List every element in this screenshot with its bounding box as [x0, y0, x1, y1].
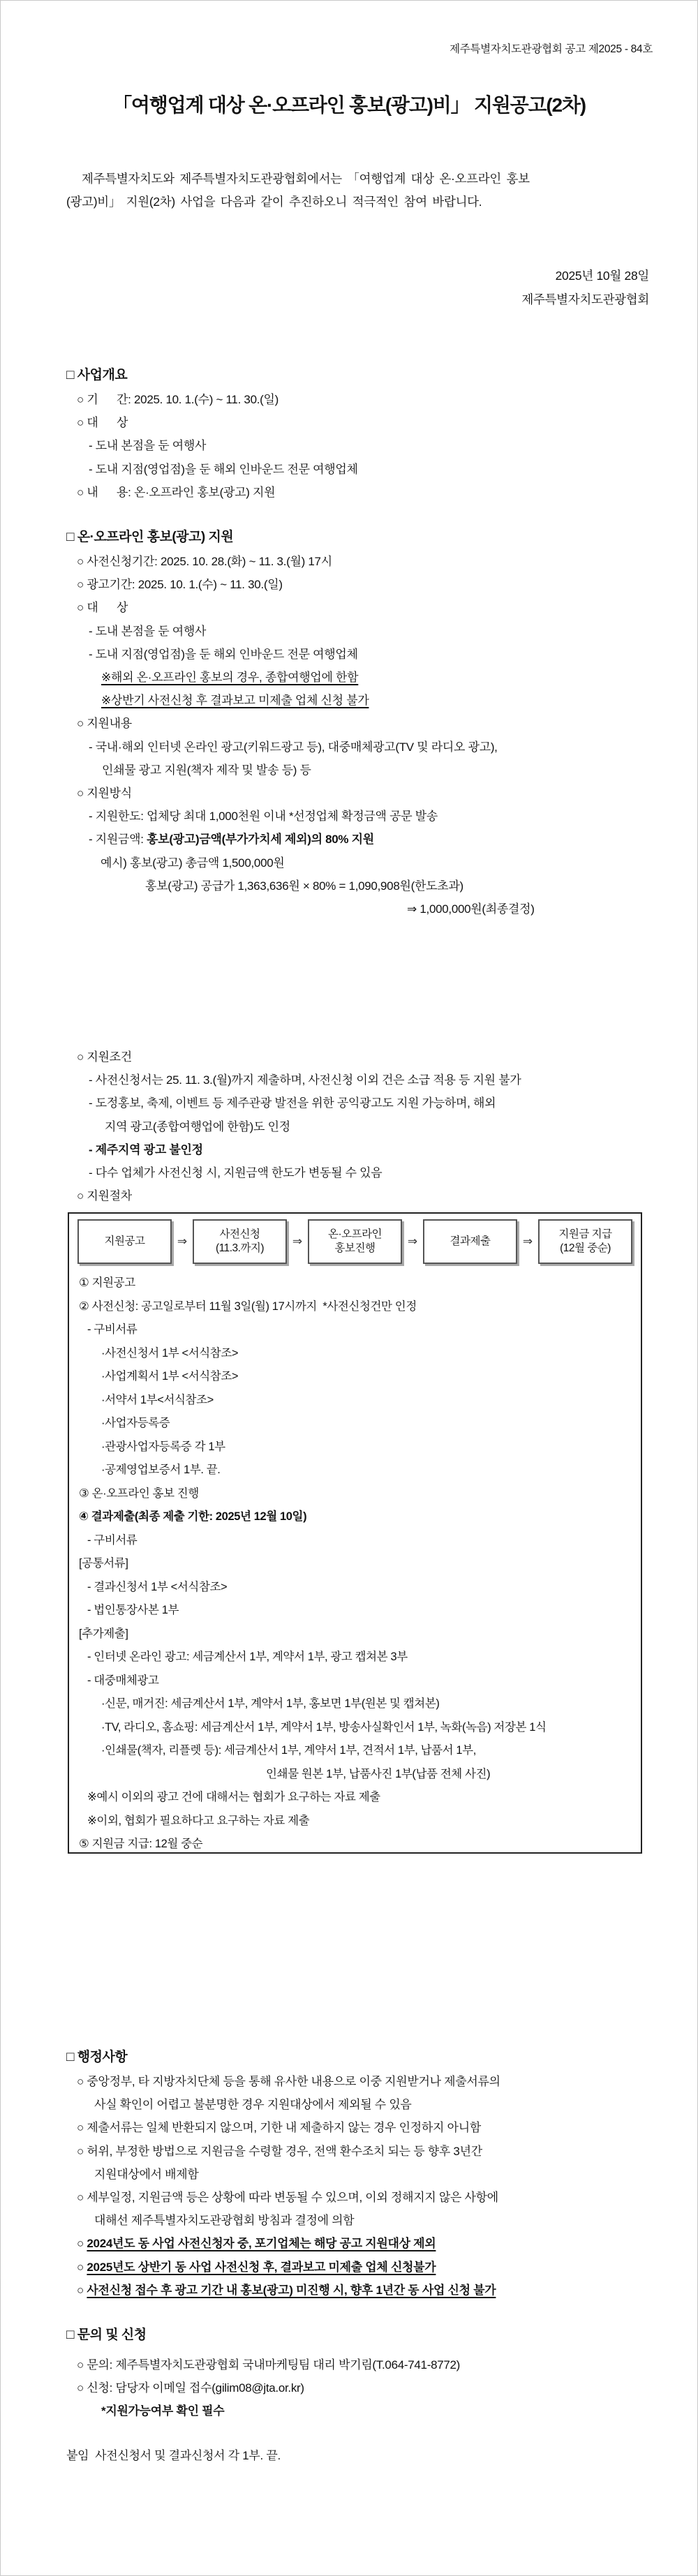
flow-arrow-icon: ⇒ [177, 1235, 188, 1248]
doc-line: ○ 광고기간: 2025. 10. 1.(수) ~ 11. 30.(일) [77, 578, 283, 592]
doc-line: ④ 결과제출(최종 제출 기한: 2025년 12월 10일) [79, 1510, 307, 1523]
doc-line: 제주특별자치도와 제주특별자치도관광협회에서는 「여행업계 대상 온·오프라인 홍보 [82, 172, 530, 186]
section-admin-lines [66, 2070, 663, 2302]
flow-step-label: 온·오프라인 [327, 1228, 383, 1240]
doc-line: 지역 광고(종합여행업에 한함)도 인정 [105, 1119, 290, 1133]
doc-line: ① 지원공고 [79, 1276, 135, 1289]
flow-step-promotion [308, 1219, 402, 1264]
section-overview [66, 363, 663, 504]
section-overview-heading: □ 사업개요 [66, 368, 128, 382]
doc-line: ○ 사전신청기간: 2025. 10. 28.(화) ~ 11. 3.(월) 17시 [77, 555, 332, 568]
doc-line: - 사전신청서는 25. 11. 3.(월)까지 제출하며, 사전신청 이외 건은 소급 적용 등 지원 불가 [89, 1073, 521, 1087]
doc-line: ○ 지원절차 [77, 1189, 132, 1203]
flow-step-announcement [77, 1219, 172, 1264]
doc-line: ※상반기 사전신청 후 결과보고 미제출 업체 신청 불가 [101, 694, 369, 708]
notice-date: 2025년 10월 28일 [555, 269, 649, 283]
procedure-detail-lines [69, 1272, 641, 1856]
doc-line: (광고)비」 지원(2차) 사업을 다음과 같이 추진하오니 적극적인 참여 바랍니다. [66, 195, 482, 209]
doc-line: ·관광사업자등록증 각 1부 [101, 1440, 225, 1453]
section-conditions-lines [66, 1045, 663, 1207]
doc-line: ※해외 온·오프라인 홍보의 경우, 종합여행업에 한함 [101, 671, 359, 685]
doc-line: - 국내·해외 인터넷 온라인 광고(키워드광고 등), 대중매체광고(TV 및 라디오 광고), [89, 740, 498, 754]
date-block [521, 264, 649, 311]
doc-line: 인쇄물 원본 1부, 납품사진 1부(납품 전체 사진) [266, 1767, 491, 1780]
section-support-heading: □ 온·오프라인 홍보(광고) 지원 [66, 530, 234, 544]
section-contact-heading: □ 문의 및 신청 [66, 2328, 147, 2342]
notice-org: 제주특별자치도관광협회 [521, 292, 649, 306]
section-contact-lines [66, 2353, 663, 2423]
doc-line: ·사전신청서 1부 <서식참조> [101, 1346, 239, 1360]
doc-line: - 결과신청서 1부 <서식참조> [87, 1580, 228, 1593]
doc-line: ○ 지원조건 [77, 1050, 132, 1064]
doc-line: ·인쇄물(책자, 리플렛 등): 세금계산서 1부, 계약서 1부, 견적서 1부, 납품서 1부, [101, 1744, 476, 1757]
doc-line: ○ 기 간: 2025. 10. 1.(수) ~ 11. 30.(일) [77, 393, 279, 406]
doc-line: 홍보(광고) 공급가 1,363,636원 × 80% = 1,090,908원(한도초과) [145, 879, 463, 893]
doc-line: ○ 세부일정, 지원금액 등은 상황에 따라 변동될 수 있으며, 이외 정해지지 않은 사항에 [77, 2191, 498, 2205]
page-title: 「여행업계 대상 온·오프라인 홍보(광고)비」 지원공고(2차) [112, 94, 586, 116]
section-support [66, 525, 663, 921]
doc-line: - 다수 업체가 사전신청 시, 지원금액 한도가 변동될 수 있음 [89, 1166, 383, 1180]
doc-line: 인쇄물 광고 지원(책자 제작 및 발송 등) 등 [102, 763, 311, 777]
doc-line: - 인터넷 온라인 광고: 세금계산서 1부, 계약서 1부, 광고 캡쳐본 3부 [87, 1651, 408, 1663]
section-support-lines [66, 550, 663, 921]
attachment-line: 붙임 사전신청서 및 결과신청서 각 1부. 끝. [66, 2449, 281, 2462]
flow-step-label: 사전신청 [219, 1228, 260, 1240]
section-admin-heading: □ 행정사항 [66, 2050, 128, 2064]
doc-line: ② 사전신청: 공고일로부터 11월 3일(월) 17시까지 *사전신청건만 인정 [79, 1300, 417, 1313]
doc-line: ·사업자등록증 [101, 1417, 170, 1429]
flow-step-label: 지원공고 [104, 1235, 145, 1247]
doc-line: - 대중매체광고 [87, 1674, 159, 1687]
procedure-box [68, 1212, 642, 1854]
doc-line: *지원가능여부 확인 필수 [101, 2404, 225, 2418]
doc-line: ○ 대 상 [77, 601, 128, 615]
doc-line: ○ 2025년도 상반기 동 사업 사전신청 후, 결과보고 미제출 업체 신청불가 [77, 2260, 436, 2274]
doc-line: ○ 대 상 [77, 416, 128, 430]
doc-line: 지원대상에서 배제함 [94, 2167, 199, 2181]
doc-line: ·사업계획서 1부 <서식참조> [101, 1370, 239, 1383]
doc-line: ·공제영업보증서 1부. 끝. [101, 1464, 221, 1476]
doc-line: ○ 2024년도 동 사업 사전신청자 중, 포기업체는 해당 공고 지원대상 제외 [77, 2237, 436, 2251]
flow-step-label: 지원금 지급 [558, 1228, 612, 1240]
flow-arrow-icon: ⇒ [522, 1235, 533, 1248]
doc-line: ⑤ 지원금 지급: 12월 중순 [79, 1838, 203, 1850]
doc-line: - 법인통장사본 1부 [87, 1604, 179, 1616]
doc-line: ○ 지원방식 [77, 787, 132, 801]
doc-line: - 도내 본점을 둔 여행사 [89, 624, 207, 638]
doc-line: [공통서류] [79, 1557, 128, 1570]
doc-line: ·서약서 1부<서식참조> [101, 1393, 214, 1406]
doc-line: - 구비서류 [87, 1533, 138, 1547]
notice-number: 제주특별자치도관광협회 공고 제2025 - 84호 [450, 43, 653, 55]
flow-arrow-icon: ⇒ [407, 1235, 418, 1248]
flow-arrow-icon: ⇒ [292, 1235, 303, 1248]
doc-line: - 도정홍보, 축제, 이벤트 등 제주관광 발전을 위한 공익광고도 지원 가능하며, 해외 [89, 1096, 496, 1110]
doc-line: ·TV, 라디오, 홈쇼핑: 세금계산서 1부, 계약서 1부, 방송사실확인서 1부, 녹화(녹음) 저장본 1식 [101, 1720, 547, 1734]
doc-line: - 도내 지점(영업점)을 둔 해외 인바운드 전문 여행업체 [89, 462, 358, 476]
doc-line: ○ 신청: 담당자 이메일 접수(gilim08@jta.or.kr) [77, 2381, 304, 2395]
doc-line: ·신문, 매거진: 세금계산서 1부, 계약서 1부, 홍보면 1부(원본 및 캡쳐본) [101, 1697, 440, 1710]
section-conditions [66, 1045, 663, 1207]
procedure-flow [77, 1218, 632, 1265]
doc-line: ○ 중앙정부, 타 지방자치단체 등을 통해 유사한 내용으로 이중 지원받거나 제출서류의 [77, 2075, 500, 2088]
doc-line: ○ 사전신청 접수 후 광고 기간 내 홍보(광고) 미진행 시, 향후 1년간 동 사업 신청 불가 [77, 2283, 496, 2297]
doc-line: - 도내 지점(영업점)을 둔 해외 인바운드 전문 여행업체 [89, 647, 358, 661]
doc-line: - 구비서류 [87, 1323, 138, 1336]
doc-line: 대해선 제주특별자치도관광협회 방침과 결정에 의함 [94, 2214, 355, 2228]
doc-line: ⇒ 1,000,000원(최종결정) [407, 902, 535, 916]
doc-line: ○ 지원내용 [77, 717, 132, 731]
flow-step-label: 결과제출 [450, 1235, 491, 1247]
section-contact [66, 2323, 663, 2423]
doc-line: ③ 온·오프라인 홍보 진행 [79, 1487, 199, 1500]
flow-step-payment [538, 1219, 632, 1264]
doc-line: - 지원금액: 홍보(광고)금액(부가가치세 제외)의 80% 지원 [89, 833, 374, 847]
doc-line: ※이외, 협회가 필요하다고 요구하는 자료 제출 [87, 1814, 310, 1827]
doc-line: ○ 내 용: 온·오프라인 홍보(광고) 지원 [77, 485, 276, 499]
intro-paragraph [66, 167, 663, 214]
doc-line: ○ 제출서류는 일체 반환되지 않으며, 기한 내 제출하지 않는 경우 인정하지 아니함 [77, 2121, 481, 2135]
section-overview-lines [66, 388, 663, 504]
doc-line: - 제주지역 광고 불인정 [89, 1142, 203, 1156]
flow-step-sublabel: (11.3.까지) [215, 1242, 265, 1254]
doc-line: [추가제출] [79, 1627, 128, 1640]
doc-line: - 도내 본점을 둔 여행사 [89, 439, 207, 453]
section-admin [66, 2045, 663, 2302]
doc-line: 예시) 홍보(광고) 총금액 1,500,000원 [101, 856, 285, 870]
doc-line: 사실 확인이 어렵고 불분명한 경우 지원대상에서 제외될 수 있음 [94, 2098, 412, 2112]
flow-step-sublabel: (12월 중순) [560, 1242, 611, 1254]
doc-line: ○ 허위, 부정한 방법으로 지원금을 수령할 경우, 전액 환수조치 되는 등 향후 3년간 [77, 2144, 482, 2158]
doc-line: ※예시 이외의 광고 건에 대해서는 협회가 요구하는 자료 제출 [87, 1791, 380, 1803]
flow-step-result-submission [423, 1219, 517, 1264]
flow-step-pre-application [193, 1219, 287, 1264]
doc-line: ○ 문의: 제주특별자치도관광협회 국내마케팅팀 대리 박기림(T.064-741-8772) [77, 2358, 461, 2372]
doc-line: - 지원한도: 업체당 최대 1,000천원 이내 *선정업체 확정금액 공문 발송 [89, 810, 438, 824]
flow-step-sublabel: 홍보진행 [334, 1242, 376, 1254]
